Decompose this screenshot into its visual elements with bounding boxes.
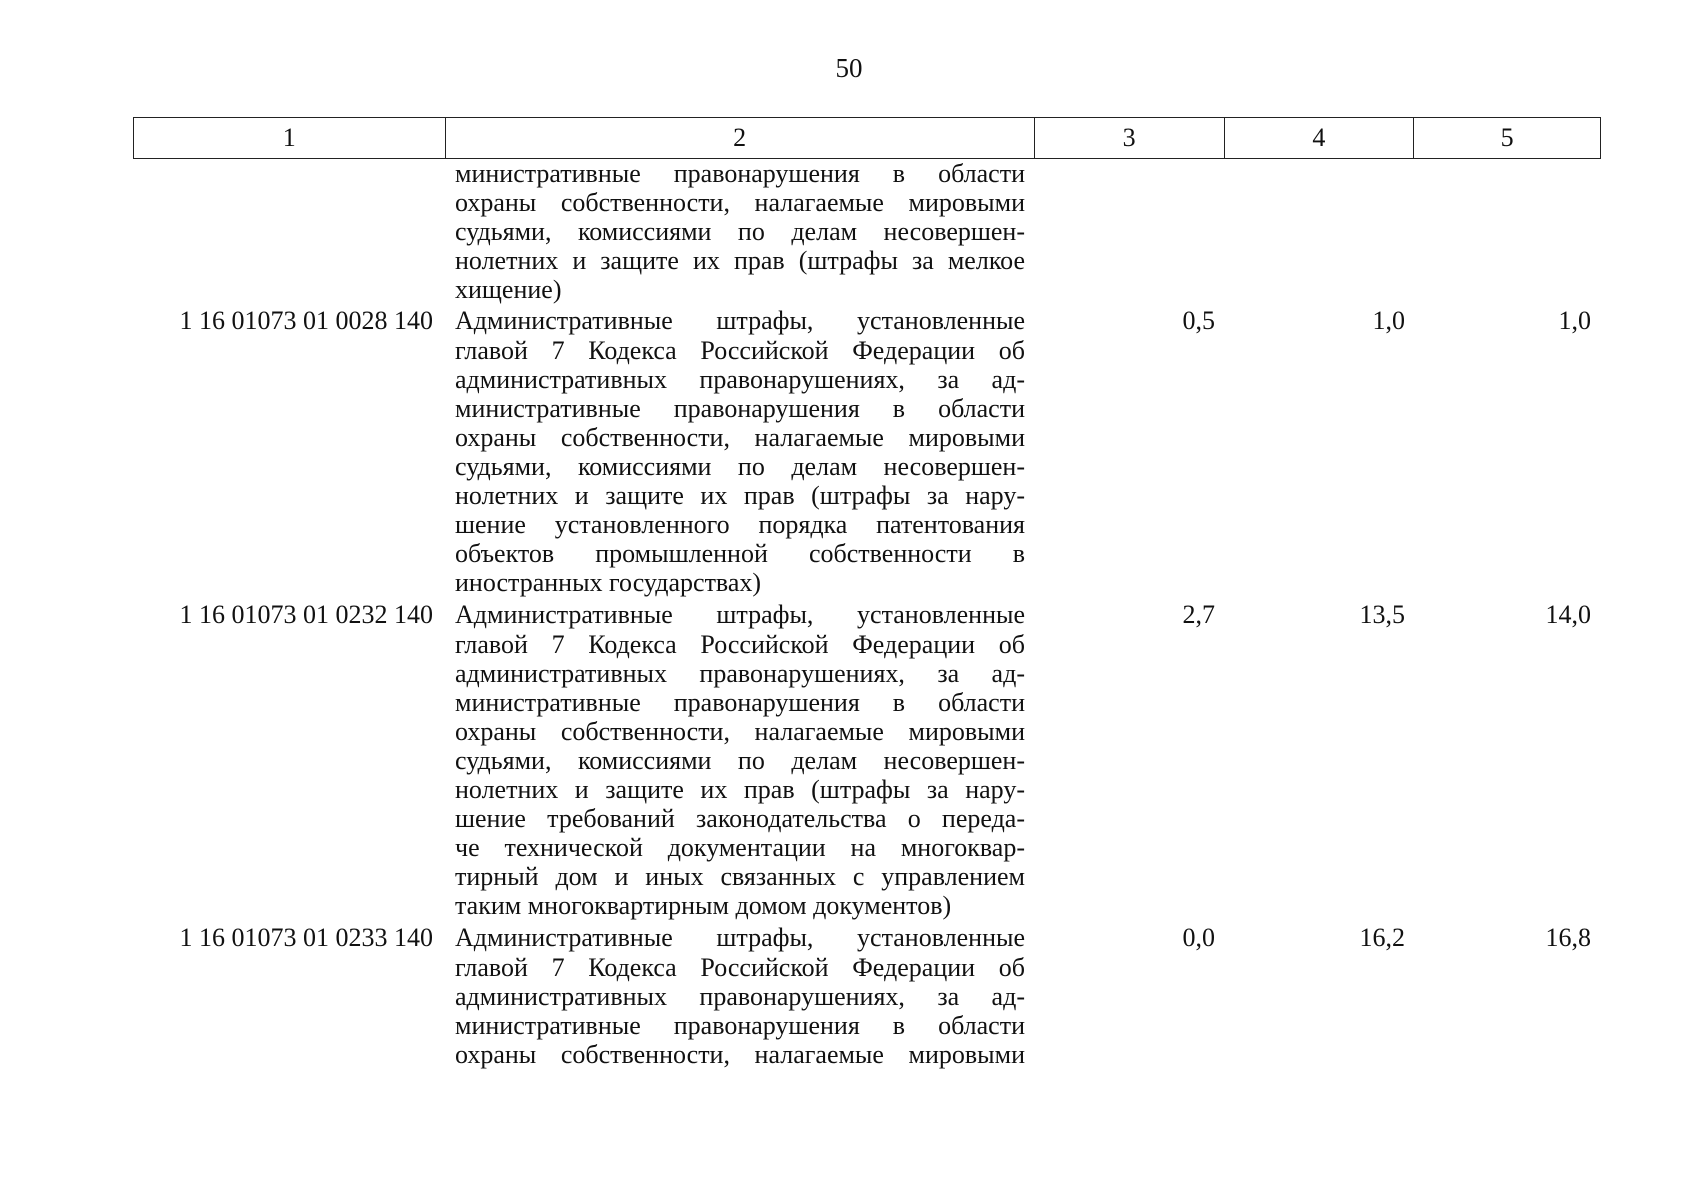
description-line: охраны собственности, налагаемые мировыми bbox=[455, 1039, 1025, 1069]
table-row bbox=[133, 306, 1601, 597]
row-description bbox=[445, 306, 1035, 597]
description-line: Административные штрафы, установленные bbox=[455, 600, 1025, 630]
description-line: главой 7 Кодекса Российской Федерации об bbox=[455, 335, 1025, 365]
description-line: административных правонарушениях, за ад- bbox=[455, 364, 1025, 394]
header-cell-1: 1 bbox=[134, 118, 446, 158]
row-value-col3: 0,5 bbox=[1182, 306, 1215, 336]
row-description bbox=[445, 923, 1035, 1068]
table-row bbox=[133, 923, 1601, 1068]
row-value-col5: 1,0 bbox=[1558, 306, 1591, 336]
description-line: тирный дом и иных связанных с управлением bbox=[455, 862, 1025, 892]
row-code bbox=[133, 159, 445, 304]
description-line: судьями, комиссиями по делам несовершен- bbox=[455, 451, 1025, 481]
row-value-col5: 14,0 bbox=[1545, 600, 1591, 630]
row-description bbox=[445, 600, 1035, 920]
table-body bbox=[133, 159, 1601, 1069]
header-cell-5: 5 bbox=[1500, 123, 1514, 152]
description-line: охраны собственности, налагаемые мировыми bbox=[455, 188, 1025, 218]
description-line: нолетних и защите их прав (штрафы за нару- bbox=[455, 774, 1025, 804]
description-line: охраны собственности, налагаемые мировыми bbox=[455, 716, 1025, 746]
table-row bbox=[133, 600, 1601, 920]
description-line: шение требований законодательства о переда- bbox=[455, 804, 1025, 834]
description-line: министративные правонарушения в области bbox=[455, 687, 1025, 717]
description-line: хищение) bbox=[455, 275, 562, 305]
header-cell-4: 4 bbox=[1225, 118, 1415, 158]
row-description bbox=[445, 159, 1035, 304]
description-line: охраны собственности, налагаемые мировыми bbox=[455, 422, 1025, 452]
description-line: административных правонарушениях, за ад- bbox=[455, 981, 1025, 1011]
page-number: 50 bbox=[835, 53, 863, 83]
description-line: административных правонарушениях, за ад- bbox=[455, 658, 1025, 688]
description-line: объектов промышленной собственности в bbox=[455, 539, 1025, 569]
header-cell-2: 2 bbox=[446, 118, 1035, 158]
description-line: че технической документации на многоквар- bbox=[455, 833, 1025, 863]
description-line: нолетних и защите их прав (штрафы за мелкое bbox=[455, 246, 1025, 276]
description-line: главой 7 Кодекса Российской Федерации об bbox=[455, 629, 1025, 659]
row-value-col3: 2,7 bbox=[1182, 600, 1215, 630]
row-value-col3 bbox=[1035, 159, 1225, 304]
description-line: судьями, комиссиями по делам несовершен- bbox=[455, 745, 1025, 775]
description-line: шение установленного порядка патентования bbox=[455, 510, 1025, 540]
row-value-col4: 13,5 bbox=[1359, 600, 1405, 630]
row-value-col4: 16,2 bbox=[1359, 923, 1405, 953]
header-cell-3: 3 bbox=[1035, 118, 1225, 158]
description-line: Административные штрафы, установленные bbox=[455, 923, 1025, 953]
row-value-col4: 1,0 bbox=[1372, 306, 1405, 336]
row-value-col3: 0,0 bbox=[1182, 923, 1215, 953]
description-line: судьями, комиссиями по делам несовершен- bbox=[455, 217, 1025, 247]
description-line: иностранных государствах) bbox=[455, 568, 762, 598]
description-line: министративные правонарушения в области bbox=[455, 159, 1025, 188]
row-code: 1 16 01073 01 0232 140 bbox=[179, 600, 433, 630]
description-line: министративные правонарушения в области bbox=[455, 1010, 1025, 1040]
table-row bbox=[133, 159, 1601, 304]
row-value-col5 bbox=[1415, 159, 1601, 304]
row-value-col4 bbox=[1225, 159, 1415, 304]
description-line: нолетних и защите их прав (штрафы за нару- bbox=[455, 481, 1025, 511]
description-line: главой 7 Кодекса Российской Федерации об bbox=[455, 952, 1025, 982]
row-code: 1 16 01073 01 0028 140 bbox=[179, 306, 433, 336]
table-header bbox=[133, 117, 1601, 159]
description-line: Административные штрафы, установленные bbox=[455, 306, 1025, 336]
row-value-col5: 16,8 bbox=[1545, 923, 1591, 953]
row-code: 1 16 01073 01 0233 140 bbox=[179, 923, 433, 953]
description-line: таким многоквартирным домом документов) bbox=[455, 891, 952, 921]
description-line: министративные правонарушения в области bbox=[455, 393, 1025, 423]
